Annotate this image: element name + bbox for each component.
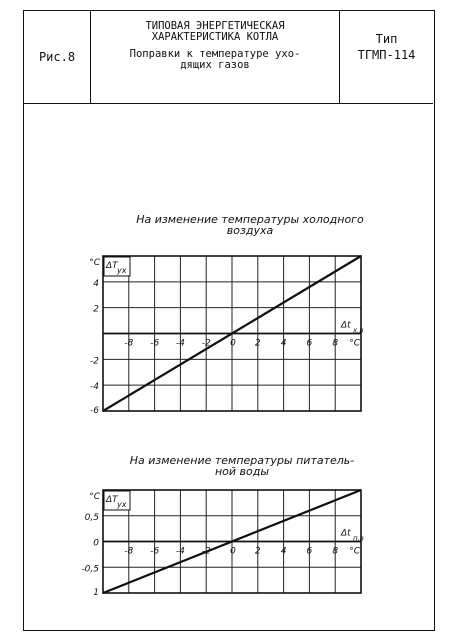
chart2-x-tick-label: 4: [280, 546, 287, 557]
chart2-title-line-1: На изменение температуры питатель-: [129, 454, 355, 467]
chart2-x-tick-label: 0: [230, 546, 236, 557]
figure-number: Рис.8: [24, 11, 91, 103]
chart2-x-tick-label: -8: [124, 546, 134, 557]
chart2-title-line-2: ной воды: [214, 465, 270, 478]
chart2-y-unit: °C: [89, 492, 100, 502]
chart2-y-tick-label: 0: [93, 538, 99, 549]
chart2-x-tick-label: 2: [254, 546, 261, 557]
chart2-x-tick-label: -4: [175, 546, 185, 557]
chart1-x-tick-label: 8: [332, 338, 339, 349]
chart1-title-line-1: На изменение температуры холодного: [136, 213, 364, 226]
chart1-y-label-sub: ух: [117, 266, 127, 275]
subtitle-line-1: Поправки к температуре ухо-: [129, 48, 301, 60]
chart1-y-tick-label: -6: [90, 406, 99, 416]
chart1-x-unit: °C: [349, 338, 360, 349]
chart2-y-tick-label: -0,5: [81, 564, 99, 575]
title-line-1: ТИПОВАЯ ЭНЕРГЕТИЧЕСКАЯ: [145, 20, 285, 32]
chart2-y-tick-label: 1: [93, 588, 99, 598]
chart1-y-tick-label: -2: [90, 356, 99, 367]
chart2-y-label-sub: ух: [117, 500, 127, 509]
chart2-x-tick-label: 6: [306, 546, 313, 557]
chart2-x-tick-label: -2: [201, 546, 211, 557]
chart2-x-label: Δt: [341, 528, 351, 539]
chart1-x-tick-label: 0: [230, 338, 236, 349]
chart1-x-tick-label: -2: [201, 338, 211, 349]
chart1-y-unit: °C: [89, 258, 100, 268]
chart1-title-line-2: воздуха: [226, 224, 274, 237]
type-label: Тип: [375, 32, 398, 46]
chart1-y-tick-label: 4: [93, 278, 99, 289]
chart2-x-unit: °C: [349, 546, 360, 557]
chart1-x-tick-label: 6: [306, 338, 313, 349]
chart2-y-tick-label: 0,5: [84, 512, 99, 523]
chart2-x-label-sub: п.в: [353, 534, 364, 543]
chart1-x-tick-label: -8: [124, 338, 134, 349]
chart2-x-tick-label: -6: [150, 546, 160, 557]
subtitle-line-2: дящих газов: [180, 59, 250, 71]
chart1-x-tick-label: 2: [254, 338, 261, 349]
chart2-x-tick-label: 8: [332, 546, 339, 557]
chart1-y-label: ΔT: [106, 261, 118, 271]
chart1-x-tick-label: -6: [150, 338, 160, 349]
chart2-y-label: ΔT: [106, 495, 118, 505]
chart1-y-tick-label: 2: [93, 304, 99, 315]
title-line-2: ХАРАКТЕРИСТИКА КОТЛА: [151, 31, 279, 43]
type-value: ТГМП-114: [357, 48, 416, 62]
chart1-x-label-sub: х.в: [353, 326, 364, 335]
chart1-x-label: Δt: [341, 320, 351, 331]
chart1-x-tick-label: 4: [280, 338, 287, 349]
chart1-x-tick-label: -4: [175, 338, 185, 349]
chart1-y-tick-label: -4: [90, 382, 99, 393]
